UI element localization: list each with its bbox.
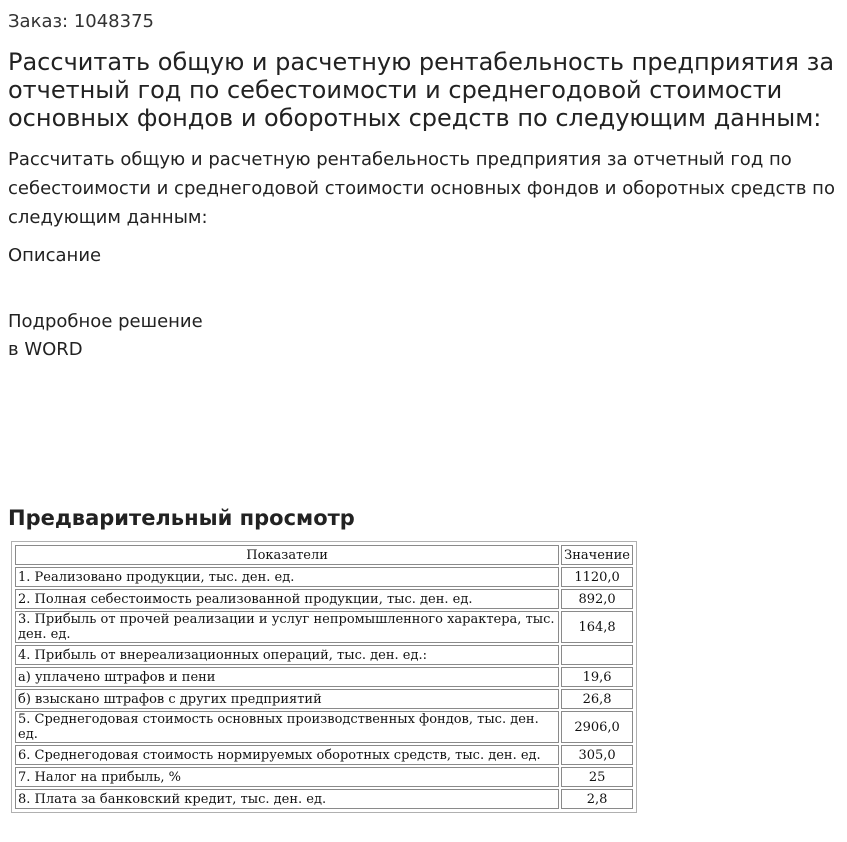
table-row [15, 711, 633, 743]
table-row [15, 567, 633, 587]
row-value: 19,6 [561, 667, 633, 687]
row-value: 2,8 [561, 789, 633, 809]
table-row [15, 611, 633, 643]
header-value: Значение [561, 545, 633, 565]
row-label: 3. Прибыль от прочей реализации и услуг непромышленного характера, тыс. ден. ед. [15, 611, 559, 643]
table-row [15, 745, 633, 765]
description-label: Описание [8, 245, 102, 266]
table-header-row [15, 545, 633, 565]
table-row [15, 689, 633, 709]
row-label: 5. Среднегодовая стоимость основных производственных фондов, тыс. ден. ед. [15, 711, 559, 743]
row-value: 2906,0 [561, 711, 633, 743]
header-indicators: Показатели [15, 545, 559, 565]
preview-title: Предварительный просмотр [8, 506, 355, 530]
solution-line-1: Подробное решение [8, 311, 203, 332]
row-value: 25 [561, 767, 633, 787]
table-row [15, 767, 633, 787]
row-label: 1. Реализовано продукции, тыс. ден. ед. [15, 567, 559, 587]
row-value [561, 645, 633, 665]
row-label: 6. Среднегодовая стоимость нормируемых оборотных средств, тыс. ден. ед. [15, 745, 559, 765]
row-label: 8. Плата за банковский кредит, тыс. ден. ед. [15, 789, 559, 809]
row-label: 2. Полная себестоимость реализованной продукции, тыс. ден. ед. [15, 589, 559, 609]
table-row [15, 667, 633, 687]
table-row [15, 789, 633, 809]
row-label: б) взыскано штрафов с других предприятий [15, 689, 559, 709]
row-label: а) уплачено штрафов и пени [15, 667, 559, 687]
task-title: Рассчитать общую и расчетную рентабельность предприятия за отчетный год по себестоимости и среднегодовой стоимости основных фондов и оборотных средств по следующим данным: [8, 48, 835, 132]
row-value: 892,0 [561, 589, 633, 609]
row-value: 26,8 [561, 689, 633, 709]
order-number: Заказ: 1048375 [8, 11, 154, 32]
row-label: 7. Налог на прибыль, % [15, 767, 559, 787]
data-table [13, 543, 635, 811]
table-row [15, 645, 633, 665]
preview-image [11, 541, 637, 813]
row-value: 305,0 [561, 745, 633, 765]
row-value: 1120,0 [561, 567, 633, 587]
solution-line-2: в WORD [8, 339, 83, 360]
row-label: 4. Прибыль от внереализационных операций, тыс. ден. ед.: [15, 645, 559, 665]
row-value: 164,8 [561, 611, 633, 643]
table-row [15, 589, 633, 609]
task-text: Рассчитать общую и расчетную рентабельность предприятия за отчетный год по себестоимости и среднегодовой стоимости основных фондов и оборотных средств по следующим данным: [8, 149, 835, 228]
solution-info [8, 308, 203, 364]
